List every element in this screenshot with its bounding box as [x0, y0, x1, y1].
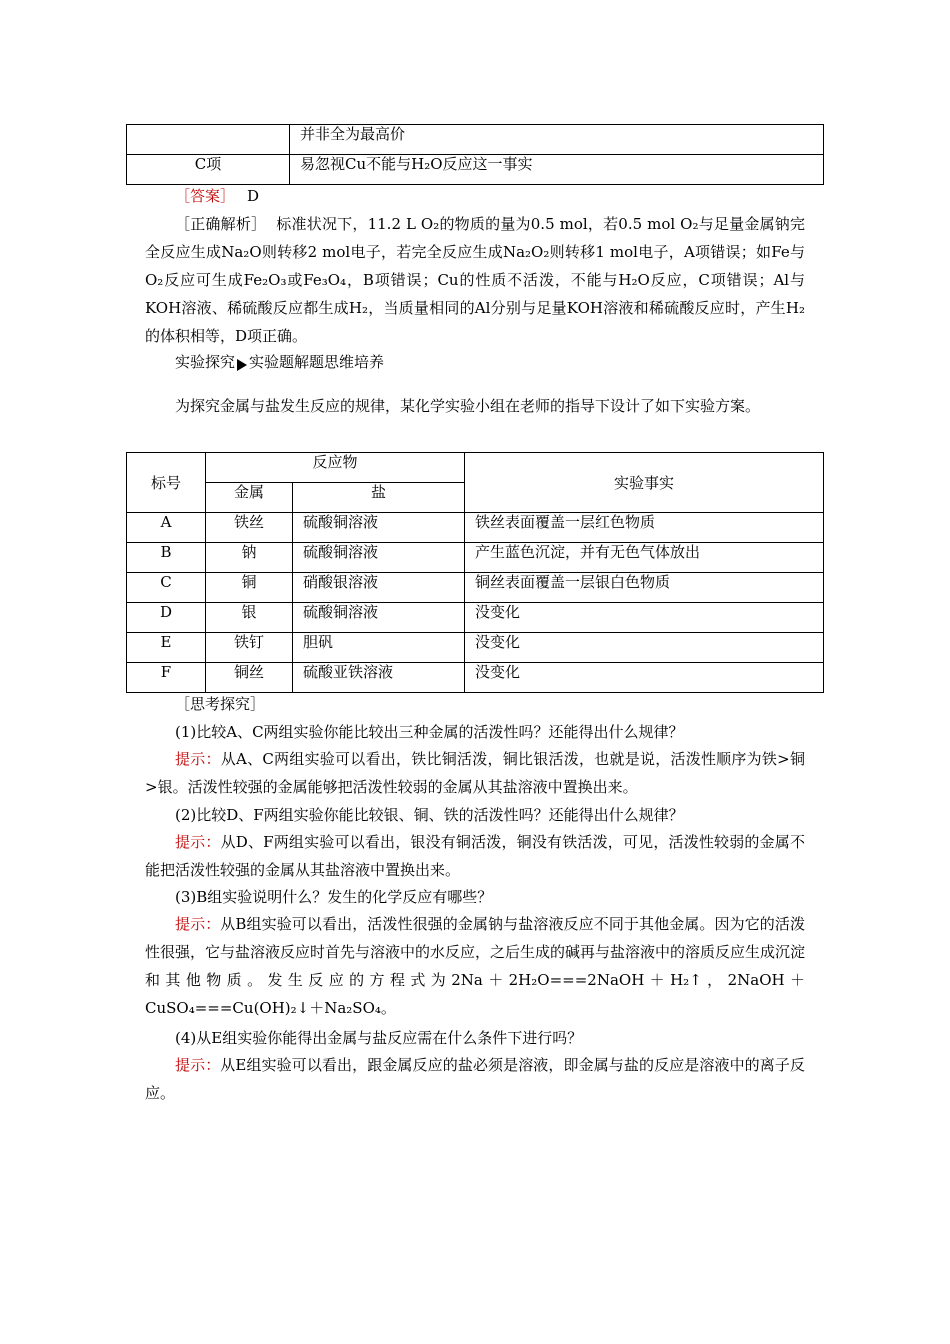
table-row — [127, 513, 824, 543]
row-id: B — [127, 543, 206, 573]
top-table-label-1 — [127, 125, 290, 155]
row-fact: 铜丝表面覆盖一层银白色物质 — [465, 573, 824, 603]
header-metal: 金属 — [206, 483, 293, 513]
top-table-text-2: 易忽视Cu不能与H₂O反应这一事实 — [290, 155, 824, 185]
answer-value: D — [247, 187, 260, 205]
answer-line — [175, 186, 259, 206]
row-id: C — [127, 573, 206, 603]
top-table — [126, 124, 824, 185]
play-triangle-icon — [237, 359, 247, 371]
row-metal: 铁钉 — [206, 633, 293, 663]
table-row — [127, 663, 824, 693]
explanation-tag: ［正确解析］ — [175, 215, 267, 233]
row-id: F — [127, 663, 206, 693]
answer-tag: ［答案］ — [175, 187, 236, 205]
question-4: (4)从E组实验你能得出金属与盐反应需在什么条件下进行吗？ — [175, 1029, 583, 1047]
answer-3-text: 从B组实验可以看出，活泼性很强的金属钠与盐溶液反应不同于其他金属。因为它的活泼性很强，它与盐溶液反应时首先与溶液中的水反应，之后生成的碱再与盐溶液中的溶质反应生成沉淀和其他物质。发生反应的方程式为2Na＋2H₂O===2NaOH＋H₂↑，2NaOH＋CuSO₄===Cu(OH)₂↓＋Na₂SO₄。 — [145, 915, 806, 1017]
row-id: A — [127, 513, 206, 543]
question-2: (2)比较D、F两组实验你能比较银、铜、铁的活泼性吗？还能得出什么规律？ — [175, 806, 684, 824]
section-right: 实验题解题思维培养 — [249, 353, 385, 371]
answer-1 — [145, 745, 805, 801]
row-salt: 硫酸铜溶液 — [293, 603, 465, 633]
row-metal: 铜 — [206, 573, 293, 603]
answer-1-text: 从A、C两组实验可以看出，铁比铜活泼，铜比银活泼，也就是说，活泼性顺序为铁>铜>银。活泼性较强的金属能够把活泼性较弱的金属从其盐溶液中置换出来。 — [145, 750, 805, 796]
answer-4 — [145, 1051, 805, 1107]
row-fact: 没变化 — [465, 603, 824, 633]
row-id: E — [127, 633, 206, 663]
row-id: D — [127, 603, 206, 633]
table-row — [127, 573, 824, 603]
hint-label: 提示： — [175, 1056, 221, 1074]
row-salt: 硫酸亚铁溶液 — [293, 663, 465, 693]
hint-label: 提示： — [175, 750, 221, 768]
table-row — [127, 603, 824, 633]
answer-2 — [145, 828, 805, 884]
top-table-label-2: C项 — [127, 155, 290, 185]
section-header — [175, 352, 384, 372]
table-row — [127, 633, 824, 663]
answer-4-text: 从E组实验可以看出，跟金属反应的盐必须是溶液，即金属与盐的反应是溶液中的离子反应。 — [145, 1056, 805, 1102]
top-table-text-1: 并非全为最高价 — [290, 125, 824, 155]
experiment-table — [126, 452, 824, 693]
explanation-paragraph — [145, 210, 805, 350]
question-3: (3)B组实验说明什么？发生的化学反应有哪些？ — [175, 888, 493, 906]
table-row — [127, 543, 824, 573]
row-fact: 产生蓝色沉淀，并有无色气体放出 — [465, 543, 824, 573]
header-fact: 实验事实 — [465, 453, 824, 513]
row-salt: 硫酸铜溶液 — [293, 513, 465, 543]
row-metal: 钠 — [206, 543, 293, 573]
question-1: (1)比较A、C两组实验你能比较出三种金属的活泼性吗？还能得出什么规律？ — [175, 723, 684, 741]
row-salt: 硝酸银溶液 — [293, 573, 465, 603]
header-salt: 盐 — [293, 483, 465, 513]
section-left: 实验探究 — [175, 353, 236, 371]
intro-paragraph: 为探究金属与盐发生反应的规律，某化学实验小组在老师的指导下设计了如下实验方案。 — [175, 397, 761, 415]
row-metal: 银 — [206, 603, 293, 633]
row-salt: 胆矾 — [293, 633, 465, 663]
think-tag: ［思考探究］ — [175, 695, 266, 713]
row-metal: 铜丝 — [206, 663, 293, 693]
hint-label: 提示： — [175, 915, 221, 933]
header-id: 标号 — [127, 453, 206, 513]
explanation-text: 标准状况下，11.2 L O₂的物质的量为0.5 mol，若0.5 mol O₂与足量金属钠完全反应生成Na₂O则转移2 mol电子，若完全反应生成Na₂O₂则转移1 mol电子，A项错误；如Fe与O₂反应可生成Fe₂O₃或Fe₃O₄，B项错误；Cu的性质不活泼，不能与H₂O反应，C项错误；Al与KOH溶液、稀硫酸反应都生成H₂，当质量相同的Al分别与足量KOH溶液和稀硫酸反应时，产生H₂的体积相等，D项正确。 — [145, 215, 805, 345]
answer-2-text: 从D、F两组实验可以看出，银没有铜活泼，铜没有铁活泼，可见，活泼性较弱的金属不能把活泼性较强的金属从其盐溶液中置换出来。 — [145, 833, 805, 879]
hint-label: 提示： — [175, 833, 221, 851]
row-salt: 硫酸铜溶液 — [293, 543, 465, 573]
row-fact: 铁丝表面覆盖一层红色物质 — [465, 513, 824, 543]
row-metal: 铁丝 — [206, 513, 293, 543]
row-fact: 没变化 — [465, 633, 824, 663]
answer-3 — [145, 910, 805, 1022]
row-fact: 没变化 — [465, 663, 824, 693]
header-reactants: 反应物 — [206, 453, 465, 483]
